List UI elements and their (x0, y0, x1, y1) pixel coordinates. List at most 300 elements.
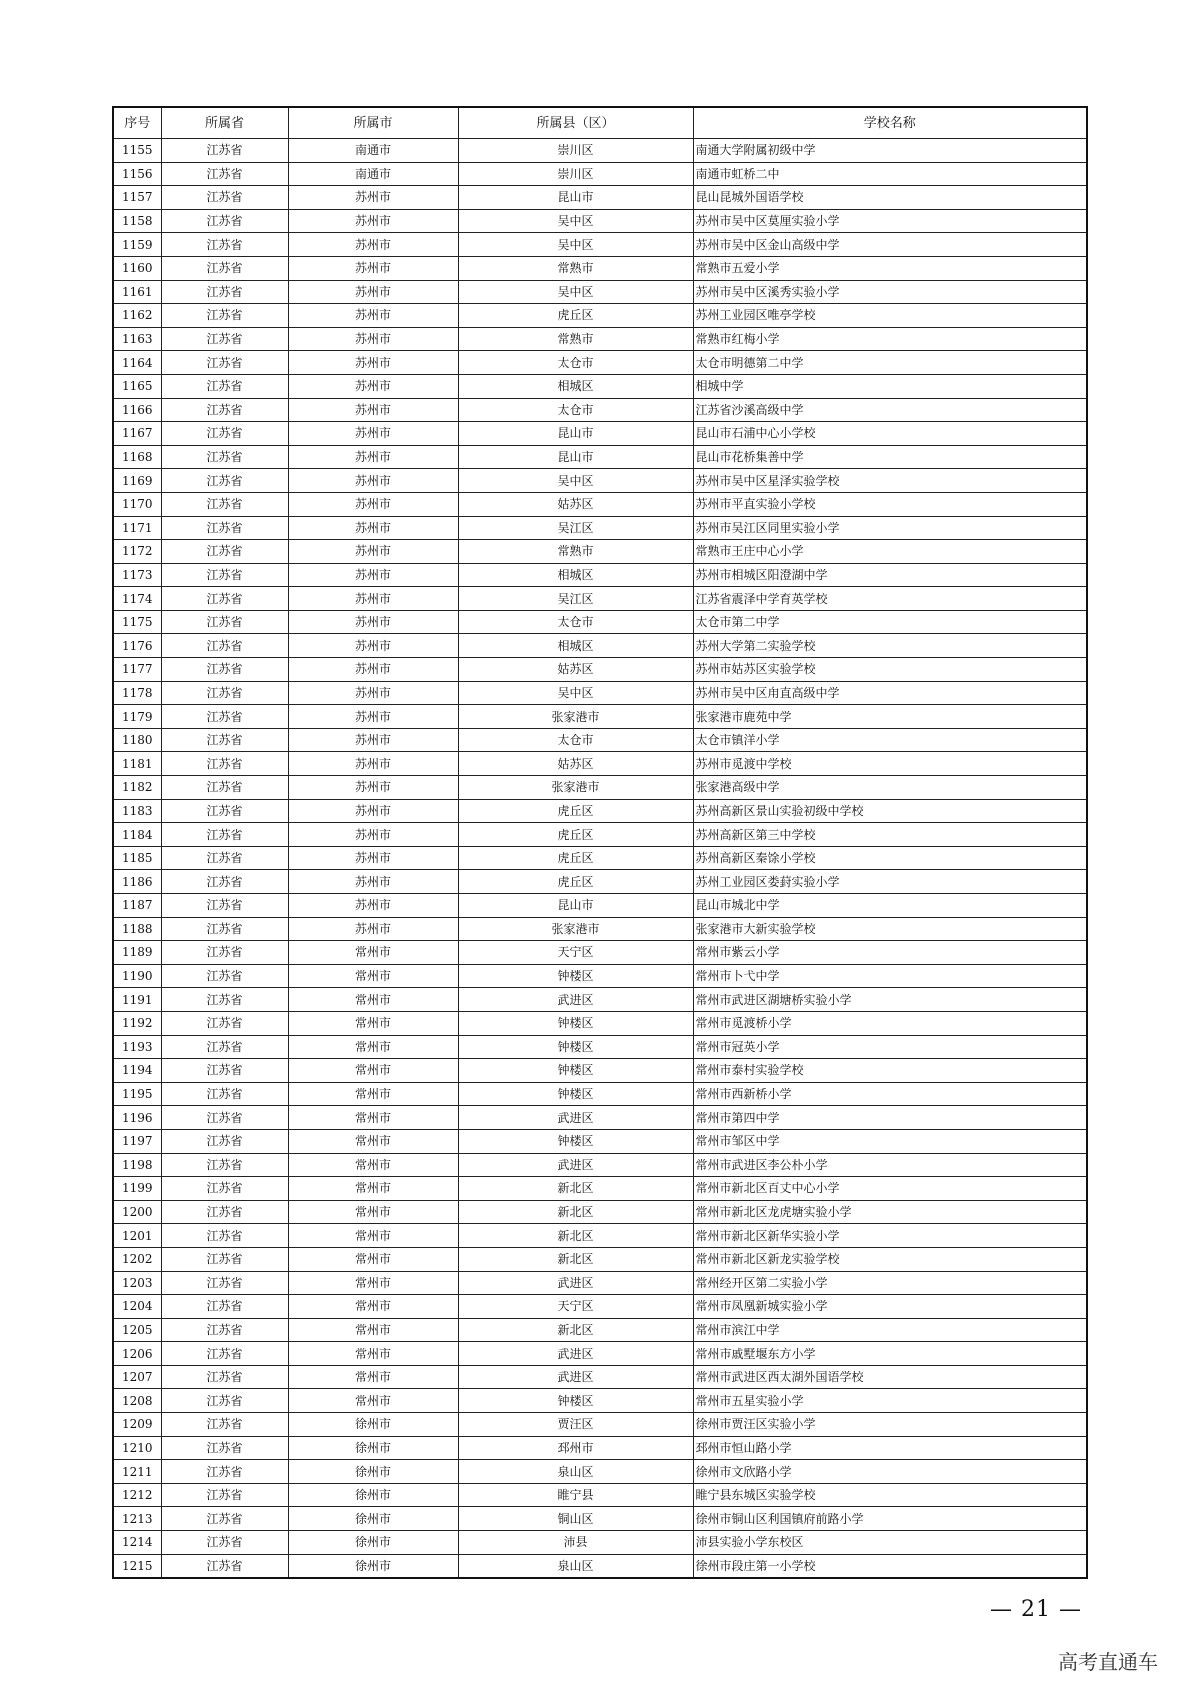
cell-city: 徐州市 (288, 1531, 458, 1555)
cell-school-name: 常州市新北区百丈中心小学 (693, 1177, 1087, 1201)
cell-city: 徐州市 (288, 1507, 458, 1531)
cell-index: 1181 (113, 752, 161, 776)
cell-index: 1180 (113, 728, 161, 752)
cell-school-name: 苏州市平直实验小学校 (693, 492, 1087, 516)
cell-city: 苏州市 (288, 705, 458, 729)
cell-province: 江苏省 (161, 162, 288, 186)
cell-school-name: 常州市五星实验小学 (693, 1389, 1087, 1413)
cell-county: 姑苏区 (458, 658, 693, 682)
cell-school-name: 常州市泰村实验学校 (693, 1059, 1087, 1083)
cell-city: 常州市 (288, 1247, 458, 1271)
cell-county: 吴中区 (458, 469, 693, 493)
cell-county: 贾汪区 (458, 1413, 693, 1437)
cell-city: 苏州市 (288, 894, 458, 918)
cell-index: 1184 (113, 823, 161, 847)
cell-county: 崇川区 (458, 139, 693, 163)
header-county: 所属县（区） (458, 107, 693, 139)
table-row (113, 1035, 1087, 1059)
cell-city: 苏州市 (288, 351, 458, 375)
cell-index: 1159 (113, 233, 161, 257)
cell-school-name: 相城中学 (693, 374, 1087, 398)
cell-province: 江苏省 (161, 610, 288, 634)
cell-school-name: 南通大学附属初级中学 (693, 139, 1087, 163)
cell-index: 1156 (113, 162, 161, 186)
cell-province: 江苏省 (161, 658, 288, 682)
table-row (113, 186, 1087, 210)
cell-school-name: 常州市邹区中学 (693, 1129, 1087, 1153)
cell-index: 1188 (113, 917, 161, 941)
cell-province: 江苏省 (161, 327, 288, 351)
cell-province: 江苏省 (161, 1507, 288, 1531)
page-number: — 21 — (990, 1597, 1082, 1622)
table-row (113, 492, 1087, 516)
cell-county: 钟楼区 (458, 1011, 693, 1035)
cell-province: 江苏省 (161, 1200, 288, 1224)
cell-school-name: 苏州市觅渡中学校 (693, 752, 1087, 776)
cell-index: 1199 (113, 1177, 161, 1201)
cell-index: 1158 (113, 209, 161, 233)
cell-province: 江苏省 (161, 988, 288, 1012)
cell-index: 1177 (113, 658, 161, 682)
cell-county: 常熟市 (458, 540, 693, 564)
cell-school-name: 太仓市第二中学 (693, 610, 1087, 634)
table-row (113, 469, 1087, 493)
cell-school-name: 常州市第四中学 (693, 1106, 1087, 1130)
cell-index: 1169 (113, 469, 161, 493)
cell-province: 江苏省 (161, 587, 288, 611)
cell-school-name: 江苏省震泽中学育英学校 (693, 587, 1087, 611)
cell-county: 张家港市 (458, 776, 693, 800)
cell-index: 1210 (113, 1436, 161, 1460)
cell-city: 苏州市 (288, 186, 458, 210)
cell-county: 常熟市 (458, 327, 693, 351)
cell-school-name: 南通市虹桥二中 (693, 162, 1087, 186)
cell-index: 1172 (113, 540, 161, 564)
table-row (113, 1224, 1087, 1248)
cell-index: 1190 (113, 964, 161, 988)
cell-city: 常州市 (288, 1129, 458, 1153)
cell-school-name: 太仓市镇洋小学 (693, 728, 1087, 752)
cell-school-name: 苏州市吴中区莫厘实验小学 (693, 209, 1087, 233)
cell-index: 1161 (113, 280, 161, 304)
table-row (113, 398, 1087, 422)
cell-county: 相城区 (458, 563, 693, 587)
cell-school-name: 昆山昆城外国语学校 (693, 186, 1087, 210)
cell-school-name: 常熟市五爱小学 (693, 256, 1087, 280)
cell-province: 江苏省 (161, 1106, 288, 1130)
cell-county: 铜山区 (458, 1507, 693, 1531)
cell-province: 江苏省 (161, 1342, 288, 1366)
cell-school-name: 苏州高新区景山实验初级中学校 (693, 799, 1087, 823)
cell-city: 苏州市 (288, 492, 458, 516)
table-row (113, 1200, 1087, 1224)
cell-province: 江苏省 (161, 492, 288, 516)
cell-county: 武进区 (458, 988, 693, 1012)
cell-province: 江苏省 (161, 469, 288, 493)
table-row (113, 233, 1087, 257)
cell-city: 苏州市 (288, 563, 458, 587)
cell-index: 1182 (113, 776, 161, 800)
cell-school-name: 常州市凤凰新城实验小学 (693, 1295, 1087, 1319)
cell-county: 天宁区 (458, 1295, 693, 1319)
cell-city: 苏州市 (288, 374, 458, 398)
cell-province: 江苏省 (161, 280, 288, 304)
cell-county: 太仓市 (458, 728, 693, 752)
cell-city: 常州市 (288, 1271, 458, 1295)
cell-county: 相城区 (458, 374, 693, 398)
table-row (113, 705, 1087, 729)
cell-county: 睢宁县 (458, 1483, 693, 1507)
cell-county: 姑苏区 (458, 492, 693, 516)
cell-school-name: 昆山市城北中学 (693, 894, 1087, 918)
table-row (113, 1483, 1087, 1507)
cell-province: 江苏省 (161, 1129, 288, 1153)
cell-province: 江苏省 (161, 1011, 288, 1035)
cell-county: 邳州市 (458, 1436, 693, 1460)
cell-county: 钟楼区 (458, 1035, 693, 1059)
cell-county: 崇川区 (458, 162, 693, 186)
cell-city: 苏州市 (288, 658, 458, 682)
table-row (113, 1153, 1087, 1177)
cell-school-name: 苏州工业园区娄葑实验小学 (693, 870, 1087, 894)
cell-index: 1173 (113, 563, 161, 587)
cell-index: 1203 (113, 1271, 161, 1295)
cell-county: 昆山市 (458, 422, 693, 446)
cell-index: 1212 (113, 1483, 161, 1507)
cell-province: 江苏省 (161, 304, 288, 328)
cell-province: 江苏省 (161, 941, 288, 965)
table-row (113, 1342, 1087, 1366)
cell-city: 苏州市 (288, 209, 458, 233)
cell-school-name: 常州市武进区西太湖外国语学校 (693, 1365, 1087, 1389)
cell-school-name: 邳州市恒山路小学 (693, 1436, 1087, 1460)
table-row (113, 540, 1087, 564)
cell-province: 江苏省 (161, 964, 288, 988)
cell-province: 江苏省 (161, 705, 288, 729)
cell-county: 昆山市 (458, 894, 693, 918)
cell-index: 1204 (113, 1295, 161, 1319)
cell-city: 苏州市 (288, 422, 458, 446)
table-row (113, 1389, 1087, 1413)
cell-city: 常州市 (288, 1318, 458, 1342)
cell-province: 江苏省 (161, 846, 288, 870)
table-row (113, 964, 1087, 988)
cell-city: 苏州市 (288, 280, 458, 304)
cell-index: 1200 (113, 1200, 161, 1224)
cell-city: 常州市 (288, 1082, 458, 1106)
cell-province: 江苏省 (161, 1247, 288, 1271)
watermark: 高考直通车 (1058, 1650, 1158, 1674)
cell-index: 1155 (113, 139, 161, 163)
cell-index: 1176 (113, 634, 161, 658)
cell-school-name: 常州市戚墅堰东方小学 (693, 1342, 1087, 1366)
header-index: 序号 (113, 107, 161, 139)
cell-index: 1194 (113, 1059, 161, 1083)
table-row (113, 1531, 1087, 1555)
cell-city: 苏州市 (288, 516, 458, 540)
cell-province: 江苏省 (161, 374, 288, 398)
cell-province: 江苏省 (161, 681, 288, 705)
cell-county: 武进区 (458, 1106, 693, 1130)
cell-school-name: 常州市滨江中学 (693, 1318, 1087, 1342)
cell-index: 1195 (113, 1082, 161, 1106)
cell-province: 江苏省 (161, 563, 288, 587)
cell-province: 江苏省 (161, 516, 288, 540)
cell-county: 新北区 (458, 1200, 693, 1224)
cell-province: 江苏省 (161, 209, 288, 233)
cell-city: 常州市 (288, 1389, 458, 1413)
cell-city: 常州市 (288, 1153, 458, 1177)
cell-index: 1168 (113, 445, 161, 469)
cell-city: 常州市 (288, 1295, 458, 1319)
cell-province: 江苏省 (161, 1224, 288, 1248)
cell-city: 常州市 (288, 1200, 458, 1224)
cell-county: 太仓市 (458, 398, 693, 422)
table-row (113, 374, 1087, 398)
cell-index: 1157 (113, 186, 161, 210)
table-row (113, 1365, 1087, 1389)
cell-index: 1185 (113, 846, 161, 870)
cell-county: 相城区 (458, 634, 693, 658)
cell-county: 吴江区 (458, 516, 693, 540)
cell-index: 1160 (113, 256, 161, 280)
cell-county: 钟楼区 (458, 964, 693, 988)
cell-school-name: 常州市西新桥小学 (693, 1082, 1087, 1106)
cell-province: 江苏省 (161, 1035, 288, 1059)
cell-city: 常州市 (288, 1342, 458, 1366)
cell-county: 钟楼区 (458, 1129, 693, 1153)
cell-province: 江苏省 (161, 351, 288, 375)
cell-city: 苏州市 (288, 445, 458, 469)
cell-city: 苏州市 (288, 610, 458, 634)
cell-school-name: 苏州市吴中区金山高级中学 (693, 233, 1087, 257)
cell-province: 江苏省 (161, 422, 288, 446)
cell-index: 1209 (113, 1413, 161, 1437)
cell-index: 1208 (113, 1389, 161, 1413)
table-row (113, 1247, 1087, 1271)
cell-city: 常州市 (288, 1224, 458, 1248)
cell-county: 虎丘区 (458, 846, 693, 870)
cell-school-name: 苏州高新区秦馀小学校 (693, 846, 1087, 870)
cell-county: 武进区 (458, 1153, 693, 1177)
cell-city: 苏州市 (288, 799, 458, 823)
table-row (113, 304, 1087, 328)
cell-county: 吴中区 (458, 681, 693, 705)
cell-school-name: 睢宁县东城区实验学校 (693, 1483, 1087, 1507)
cell-province: 江苏省 (161, 1059, 288, 1083)
table-row (113, 823, 1087, 847)
cell-county: 太仓市 (458, 610, 693, 634)
cell-school-name: 常州经开区第二实验小学 (693, 1271, 1087, 1295)
cell-city: 苏州市 (288, 398, 458, 422)
table-row (113, 516, 1087, 540)
cell-index: 1189 (113, 941, 161, 965)
cell-school-name: 徐州市段庄第一小学校 (693, 1554, 1087, 1578)
cell-school-name: 沛县实验小学东校区 (693, 1531, 1087, 1555)
table-row (113, 1295, 1087, 1319)
cell-index: 1171 (113, 516, 161, 540)
cell-county: 武进区 (458, 1271, 693, 1295)
cell-school-name: 苏州市吴中区甪直高级中学 (693, 681, 1087, 705)
cell-province: 江苏省 (161, 823, 288, 847)
cell-county: 张家港市 (458, 917, 693, 941)
cell-city: 徐州市 (288, 1413, 458, 1437)
cell-school-name: 常州市武进区湖塘桥实验小学 (693, 988, 1087, 1012)
cell-county: 沛县 (458, 1531, 693, 1555)
header-province: 所属省 (161, 107, 288, 139)
cell-county: 虎丘区 (458, 823, 693, 847)
cell-city: 徐州市 (288, 1483, 458, 1507)
cell-index: 1215 (113, 1554, 161, 1578)
cell-school-name: 昆山市花桥集善中学 (693, 445, 1087, 469)
cell-index: 1167 (113, 422, 161, 446)
cell-index: 1175 (113, 610, 161, 634)
table-row (113, 587, 1087, 611)
table-row (113, 776, 1087, 800)
cell-county: 常熟市 (458, 256, 693, 280)
cell-index: 1162 (113, 304, 161, 328)
cell-index: 1178 (113, 681, 161, 705)
cell-school-name: 苏州市姑苏区实验学校 (693, 658, 1087, 682)
cell-index: 1197 (113, 1129, 161, 1153)
cell-county: 新北区 (458, 1247, 693, 1271)
cell-city: 徐州市 (288, 1460, 458, 1484)
table-body (113, 139, 1087, 1579)
table-row (113, 1554, 1087, 1578)
cell-school-name: 江苏省沙溪高级中学 (693, 398, 1087, 422)
table-row (113, 610, 1087, 634)
cell-index: 1205 (113, 1318, 161, 1342)
cell-city: 常州市 (288, 1035, 458, 1059)
table-row (113, 681, 1087, 705)
cell-city: 苏州市 (288, 256, 458, 280)
cell-province: 江苏省 (161, 186, 288, 210)
cell-province: 江苏省 (161, 1318, 288, 1342)
cell-index: 1191 (113, 988, 161, 1012)
cell-county: 天宁区 (458, 941, 693, 965)
table-row (113, 894, 1087, 918)
cell-county: 吴江区 (458, 587, 693, 611)
table-row (113, 351, 1087, 375)
cell-county: 吴中区 (458, 280, 693, 304)
cell-school-name: 徐州市文欣路小学 (693, 1460, 1087, 1484)
header-school-name: 学校名称 (693, 107, 1087, 139)
table-row (113, 941, 1087, 965)
cell-school-name: 张家港市大新实验学校 (693, 917, 1087, 941)
cell-county: 新北区 (458, 1177, 693, 1201)
cell-school-name: 常州市觅渡桥小学 (693, 1011, 1087, 1035)
cell-city: 苏州市 (288, 304, 458, 328)
cell-school-name: 苏州市相城区阳澄湖中学 (693, 563, 1087, 587)
table-row (113, 658, 1087, 682)
cell-school-name: 徐州市铜山区利国镇府前路小学 (693, 1507, 1087, 1531)
cell-index: 1183 (113, 799, 161, 823)
cell-city: 苏州市 (288, 634, 458, 658)
cell-province: 江苏省 (161, 139, 288, 163)
cell-city: 苏州市 (288, 728, 458, 752)
cell-index: 1179 (113, 705, 161, 729)
table-row (113, 988, 1087, 1012)
cell-city: 苏州市 (288, 327, 458, 351)
table-row (113, 1011, 1087, 1035)
cell-province: 江苏省 (161, 799, 288, 823)
cell-school-name: 常州市卜弋中学 (693, 964, 1087, 988)
cell-school-name: 苏州市吴中区溪秀实验小学 (693, 280, 1087, 304)
cell-county: 张家港市 (458, 705, 693, 729)
cell-school-name: 张家港市鹿苑中学 (693, 705, 1087, 729)
cell-city: 苏州市 (288, 681, 458, 705)
table-row (113, 1082, 1087, 1106)
cell-province: 江苏省 (161, 233, 288, 257)
table-row (113, 280, 1087, 304)
cell-province: 江苏省 (161, 634, 288, 658)
table-row (113, 563, 1087, 587)
cell-index: 1198 (113, 1153, 161, 1177)
cell-city: 苏州市 (288, 233, 458, 257)
cell-school-name: 常州市武进区李公朴小学 (693, 1153, 1087, 1177)
table-row (113, 445, 1087, 469)
cell-province: 江苏省 (161, 1460, 288, 1484)
table-row (113, 1106, 1087, 1130)
cell-city: 南通市 (288, 139, 458, 163)
cell-province: 江苏省 (161, 917, 288, 941)
cell-county: 钟楼区 (458, 1059, 693, 1083)
cell-city: 常州市 (288, 1059, 458, 1083)
cell-city: 常州市 (288, 988, 458, 1012)
cell-province: 江苏省 (161, 1365, 288, 1389)
table-row (113, 1436, 1087, 1460)
table-row (113, 1177, 1087, 1201)
cell-county: 吴中区 (458, 209, 693, 233)
table-row (113, 256, 1087, 280)
table-header-row (113, 107, 1087, 139)
table-row (113, 1507, 1087, 1531)
cell-index: 1165 (113, 374, 161, 398)
table-row (113, 1059, 1087, 1083)
cell-city: 苏州市 (288, 540, 458, 564)
cell-city: 苏州市 (288, 776, 458, 800)
table-row (113, 846, 1087, 870)
cell-school-name: 昆山市石浦中心小学校 (693, 422, 1087, 446)
cell-index: 1202 (113, 1247, 161, 1271)
cell-county: 钟楼区 (458, 1082, 693, 1106)
cell-county: 钟楼区 (458, 1389, 693, 1413)
cell-index: 1186 (113, 870, 161, 894)
cell-city: 常州市 (288, 1365, 458, 1389)
cell-province: 江苏省 (161, 728, 288, 752)
cell-county: 太仓市 (458, 351, 693, 375)
cell-school-name: 苏州大学第二实验学校 (693, 634, 1087, 658)
cell-city: 苏州市 (288, 870, 458, 894)
cell-index: 1214 (113, 1531, 161, 1555)
cell-county: 虎丘区 (458, 304, 693, 328)
table-row (113, 752, 1087, 776)
cell-city: 苏州市 (288, 587, 458, 611)
cell-index: 1166 (113, 398, 161, 422)
table-row (113, 1413, 1087, 1437)
cell-school-name: 常州市新北区新龙实验学校 (693, 1247, 1087, 1271)
cell-city: 南通市 (288, 162, 458, 186)
cell-city: 常州市 (288, 1106, 458, 1130)
cell-province: 江苏省 (161, 1554, 288, 1578)
cell-index: 1193 (113, 1035, 161, 1059)
cell-province: 江苏省 (161, 752, 288, 776)
cell-index: 1213 (113, 1507, 161, 1531)
cell-index: 1163 (113, 327, 161, 351)
table-row (113, 917, 1087, 941)
cell-city: 徐州市 (288, 1436, 458, 1460)
cell-school-name: 常州市新北区龙虎塘实验小学 (693, 1200, 1087, 1224)
